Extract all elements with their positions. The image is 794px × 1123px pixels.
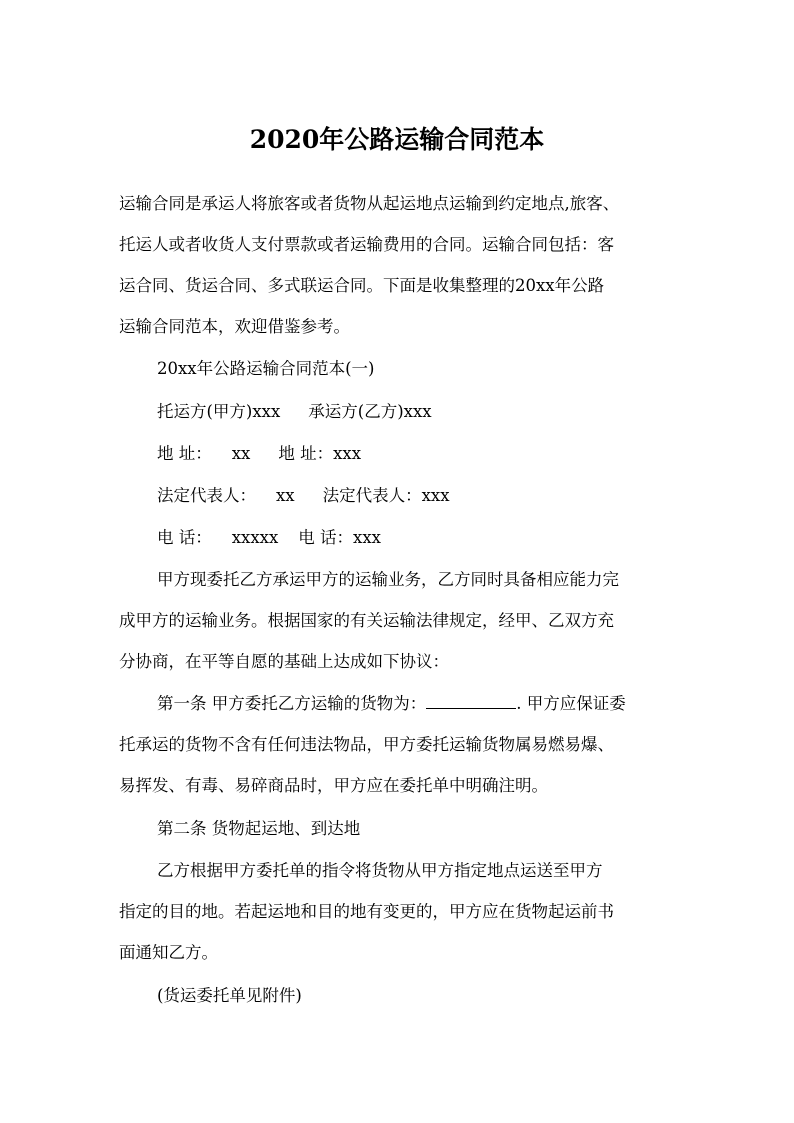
intro-line-1: 运输合同是承运人将旅客或者货物从起运地点运输到约定地点,旅客、 [119,194,620,213]
shipper-label: 托运方(甲方)xxx [157,402,281,421]
parties-row [157,400,432,424]
article1-line-3: 易挥发、有毒、易碎商品时，甲方应在委托单中明确注明。 [119,776,548,795]
document-title: 2020年公路运输合同范本 [249,125,545,154]
phone-right-label: 电 话：xxx [298,528,381,547]
preamble-line-2: 成甲方的运输业务。根据国家的有关运输法律规定，经甲、乙双方充 [119,611,614,630]
article2-line-2: 指定的目的地。若起运地和目的地有变更的，甲方应在货物起运前书 [119,902,614,921]
article2-line-3: 面通知乙方。 [119,943,218,962]
article1-blank-field [426,694,516,709]
address-row [157,442,361,466]
article1-line-2: 托承运的货物不含有任何违法物品，甲方委托运输货物属易燃易爆、 [119,735,614,754]
article1-line-1 [157,692,626,716]
article2-note: (货运委托单见附件) [157,986,302,1005]
address-left-value: xx [231,444,251,463]
article1-tail: . 甲方应保证委 [516,694,626,713]
intro-line-4: 运输合同范本，欢迎借鉴参考。 [119,317,350,336]
article2-line-1: 乙方根据甲方委托单的指令将货物从甲方指定地点运送至甲方 [157,861,603,880]
carrier-label: 承运方(乙方)xxx [308,402,432,421]
intro-line-2: 托运人或者收货人支付票款或者运输费用的合同。运输合同包括：客 [119,235,614,254]
rep-right-label: 法定代表人：xxx [322,486,450,505]
article1-lead: 第一条 甲方委托乙方运输的货物为： [157,694,427,713]
article2-heading: 第二条 货物起运地、到达地 [157,819,361,838]
representative-row [157,484,450,508]
phone-row [157,526,381,550]
contract-heading: 20xx年公路运输合同范本(一) [157,359,375,378]
rep-left-label: 法定代表人： [157,486,256,505]
phone-left-label: 电 话： [157,528,212,547]
intro-line-3: 运合同、货运合同、多式联运合同。下面是收集整理的20xx年公路 [119,276,605,295]
phone-left-value: xxxxx [231,528,279,547]
address-left-label: 地 址： [157,444,212,463]
preamble-line-3: 分协商，在平等自愿的基础上达成如下协议： [119,652,449,671]
preamble-line-1: 甲方现委托乙方承运甲方的运输业务，乙方同时具备相应能力完 [157,570,619,589]
address-right-label: 地 址：xxx [278,444,362,463]
rep-left-value: xx [276,486,295,505]
